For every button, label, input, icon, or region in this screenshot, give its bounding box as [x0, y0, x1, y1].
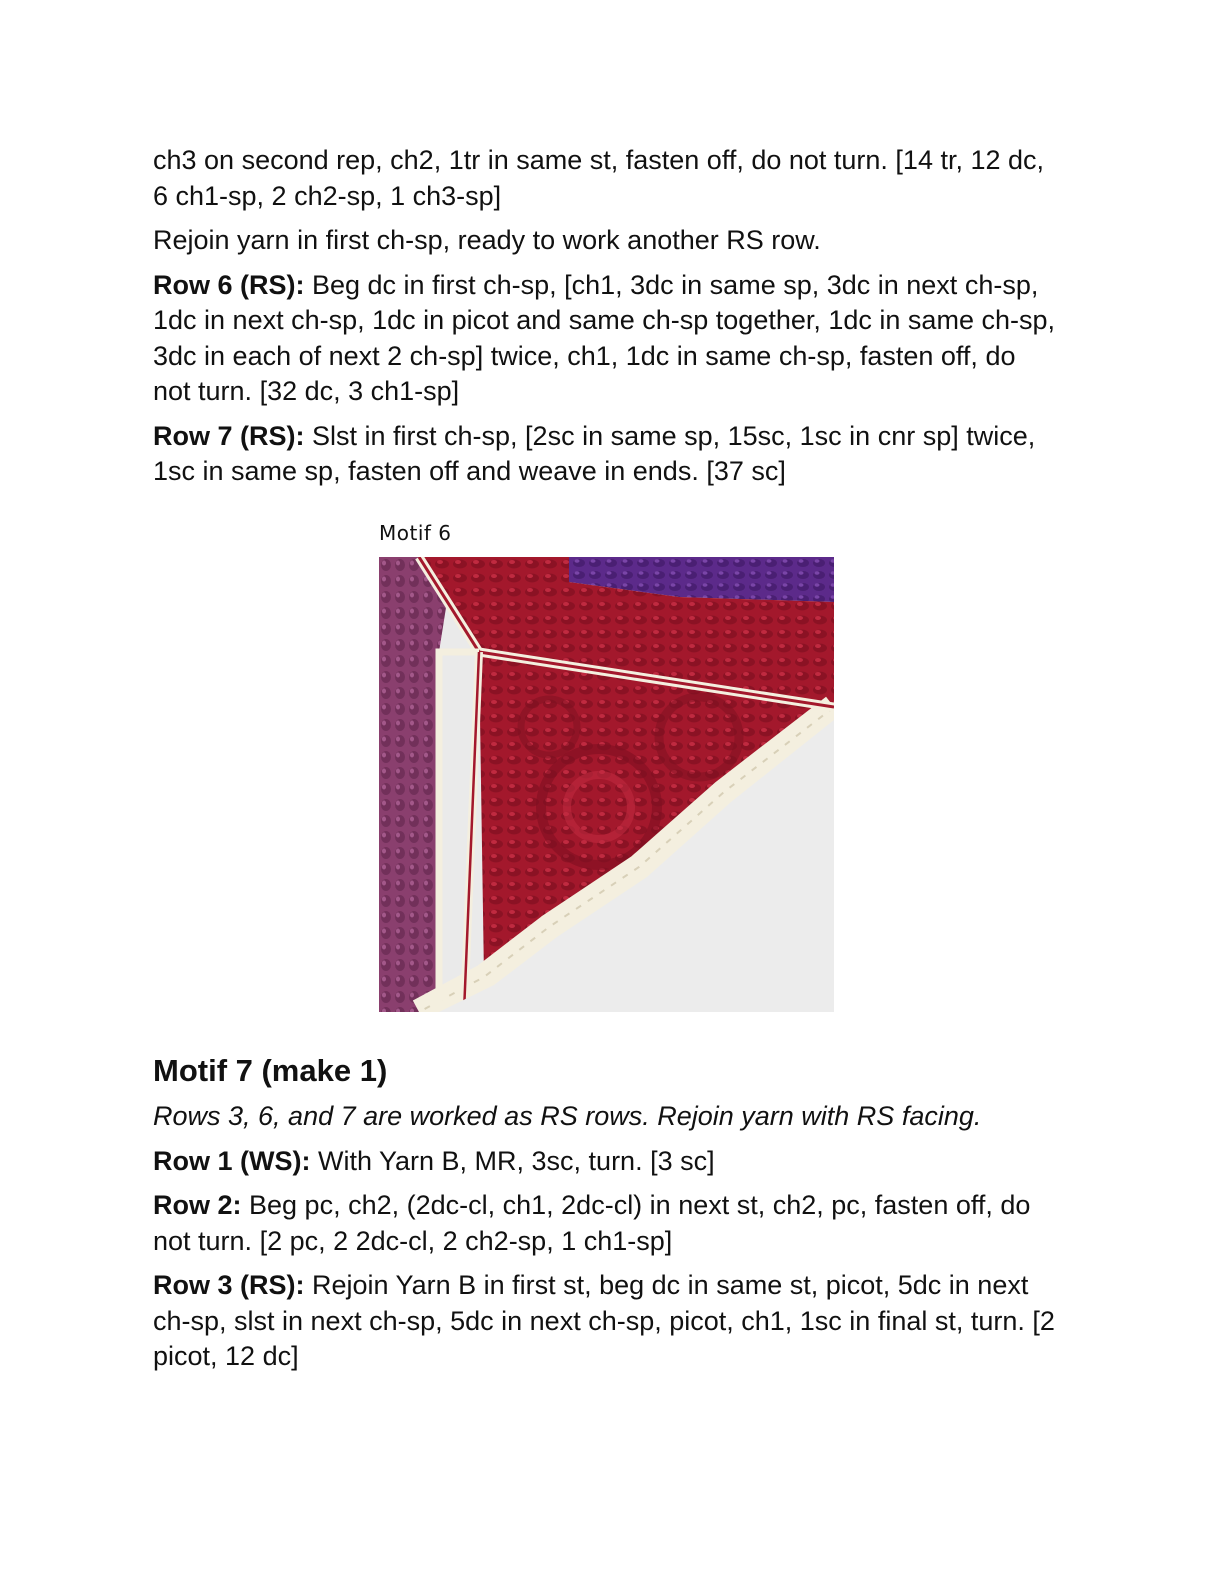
row3-text: Rejoin Yarn B in first st, beg dc in same st, picot, 5dc in next ch-sp, slst in next ch-sp, 5dc in next ch-sp, picot, ch1, 1sc in final st, turn. [2 picot, 12 dc] [153, 1270, 1055, 1371]
motif-photo [379, 557, 834, 1012]
row6-label: Row 6 (RS): [153, 269, 305, 300]
row1-label: Row 1 (WS): [153, 1145, 311, 1176]
motif7-row3 [153, 1268, 1058, 1375]
row7-label: Row 7 (RS): [153, 420, 305, 451]
row5-continuation: ch3 on second rep, ch2, 1tr in same st, fasten off, do not turn. [14 tr, 12 dc, 6 ch1-sp, 2 ch2-sp, 1 ch3-sp] [153, 145, 1045, 211]
row6-paragraph [153, 268, 1058, 410]
motif7-heading: Motif 7 (make 1) [153, 1053, 388, 1088]
crochet-motif-image [379, 557, 834, 1012]
row7-text: Slst in first ch-sp, [2sc in same sp, 15sc, 1sc in cnr sp] twice, 1sc in same sp, fasten off and weave in ends. [37 sc] [153, 420, 1036, 486]
motif7-row1 [153, 1144, 1058, 1180]
motif7-block [153, 1099, 1058, 1375]
motif7-row2 [153, 1188, 1058, 1259]
intro-block [153, 143, 1058, 490]
row2-text: Beg pc, ch2, (2dc-cl, ch1, 2dc-cl) in next st, ch2, pc, fasten off, do not turn. [2 pc, 2 2dc-cl, 2 ch2-sp, 1 ch1-sp] [153, 1190, 1031, 1256]
row3-label: Row 3 (RS): [153, 1270, 305, 1300]
row7-paragraph [153, 419, 1058, 490]
row2-label: Row 2: [153, 1190, 242, 1220]
figure-caption: Motif 6 [379, 521, 452, 545]
motif7-note: Rows 3, 6, and 7 are worked as RS rows. Rejoin yarn with RS facing. [153, 1101, 982, 1131]
row1-text: With Yarn B, MR, 3sc, turn. [3 sc] [310, 1145, 715, 1176]
row6-text: Beg dc in first ch-sp, [ch1, 3dc in same sp, 3dc in next ch-sp, 1dc in next ch-sp, 1dc in picot and same ch-sp together, 1dc in same ch-sp, 3dc in each of next 2 ch-sp] twice, ch1, 1dc in same ch-sp, fasten off, do not turn. [32 dc, 3 ch1-sp] [153, 269, 1055, 406]
rejoin-instruction: Rejoin yarn in first ch-sp, ready to work another RS row. [153, 225, 821, 255]
